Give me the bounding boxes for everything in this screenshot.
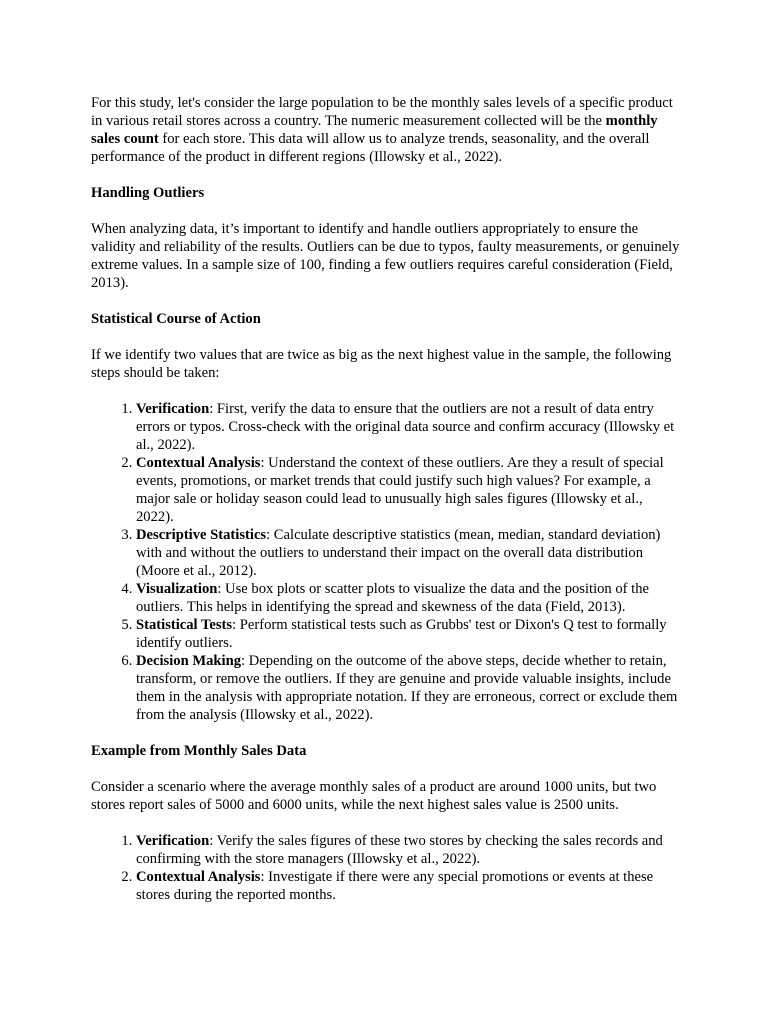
list-item <box>136 400 683 454</box>
list-item <box>136 868 683 904</box>
step-term: Descriptive Statistics <box>136 527 267 543</box>
step-desc: : Investigate if there were any special promotions or events at these stores during the reported months. <box>136 869 654 903</box>
step-term: Verification <box>136 401 210 417</box>
step-term: Contextual Analysis <box>136 455 261 471</box>
list-item <box>136 454 683 526</box>
step-desc: : Calculate descriptive statistics (mean, median, standard deviation) with and without the outliers to understand their impact on the overall data distribution (Moore et al., 2012). <box>136 527 661 579</box>
document-page <box>91 94 683 922</box>
step-desc: : Perform statistical tests such as Grubbs' test or Dixon's Q test to formally identify outliers. <box>136 617 667 651</box>
intro-text-before: For this study, let's consider the large population to be the monthly sales levels of a specific product in various retail stores across a country. The numeric measurement collected will be the <box>91 95 673 129</box>
step-term: Verification <box>136 833 210 849</box>
step-desc: : Understand the context of these outliers. Are they a result of special events, promotions, or market trends that could justify such high values? For example, a major sale or holiday season could lead to unusually high sales figures (Illowsky et al., 2022). <box>136 455 664 525</box>
step-desc: : First, verify the data to ensure that the outliers are not a result of data entry errors or typos. Cross-check with the original data source and confirm accuracy (Illowsky et al., 2022). <box>136 401 675 453</box>
step-desc: : Use box plots or scatter plots to visualize the data and the position of the outliers. This helps in identifying the spread and skewness of the data (Field, 2013). <box>136 581 650 615</box>
step-term: Contextual Analysis <box>136 869 261 885</box>
intro-bold-term: monthly sales count <box>91 113 658 147</box>
example-paragraph: Consider a scenario where the average monthly sales of a product are around 1000 units, but two stores report sales of 5000 and 6000 units, while the next highest sales value is 2500 units. <box>91 779 657 813</box>
list-item <box>136 652 683 724</box>
intro-text-after: for each store. This data will allow us to analyze trends, seasonality, and the overall performance of the product in different regions (Illowsky et al., 2022). <box>91 131 650 165</box>
step-desc: : Verify the sales figures of these two stores by checking the sales records and confirming with the store managers (Illowsky et al., 2022). <box>136 833 663 867</box>
heading-statistical-course: Statistical Course of Action <box>91 311 261 327</box>
heading-handling-outliers: Handling Outliers <box>91 185 205 201</box>
step-desc: : Depending on the outcome of the above steps, decide whether to retain, transform, or remove the outliers. If they are genuine and provide valuable insights, include them in the analysis with appropriate notation. If they are erroneous, correct or exclude them from the analysis (Illowsky et al., 2022). <box>136 653 678 723</box>
step-term: Statistical Tests <box>136 617 233 633</box>
list-item <box>136 580 683 616</box>
step-term: Decision Making <box>136 653 241 669</box>
outliers-paragraph: When analyzing data, it’s important to identify and handle outliers appropriately to ensure the validity and reliability of the results. Outliers can be due to typos, faulty measurements, or genuinely extreme values. In a sample size of 100, finding a few outliers requires careful consideration (Field, 2013). <box>91 221 680 291</box>
example-steps-list <box>91 832 683 904</box>
list-item <box>136 526 683 580</box>
course-paragraph: If we identify two values that are twice as big as the next highest value in the sample, the following steps should be taken: <box>91 347 672 381</box>
list-item <box>136 616 683 652</box>
step-term: Visualization <box>136 581 218 597</box>
heading-example-monthly-sales: Example from Monthly Sales Data <box>91 743 307 759</box>
intro-paragraph <box>91 94 683 166</box>
list-item <box>136 832 683 868</box>
course-steps-list <box>91 400 683 724</box>
